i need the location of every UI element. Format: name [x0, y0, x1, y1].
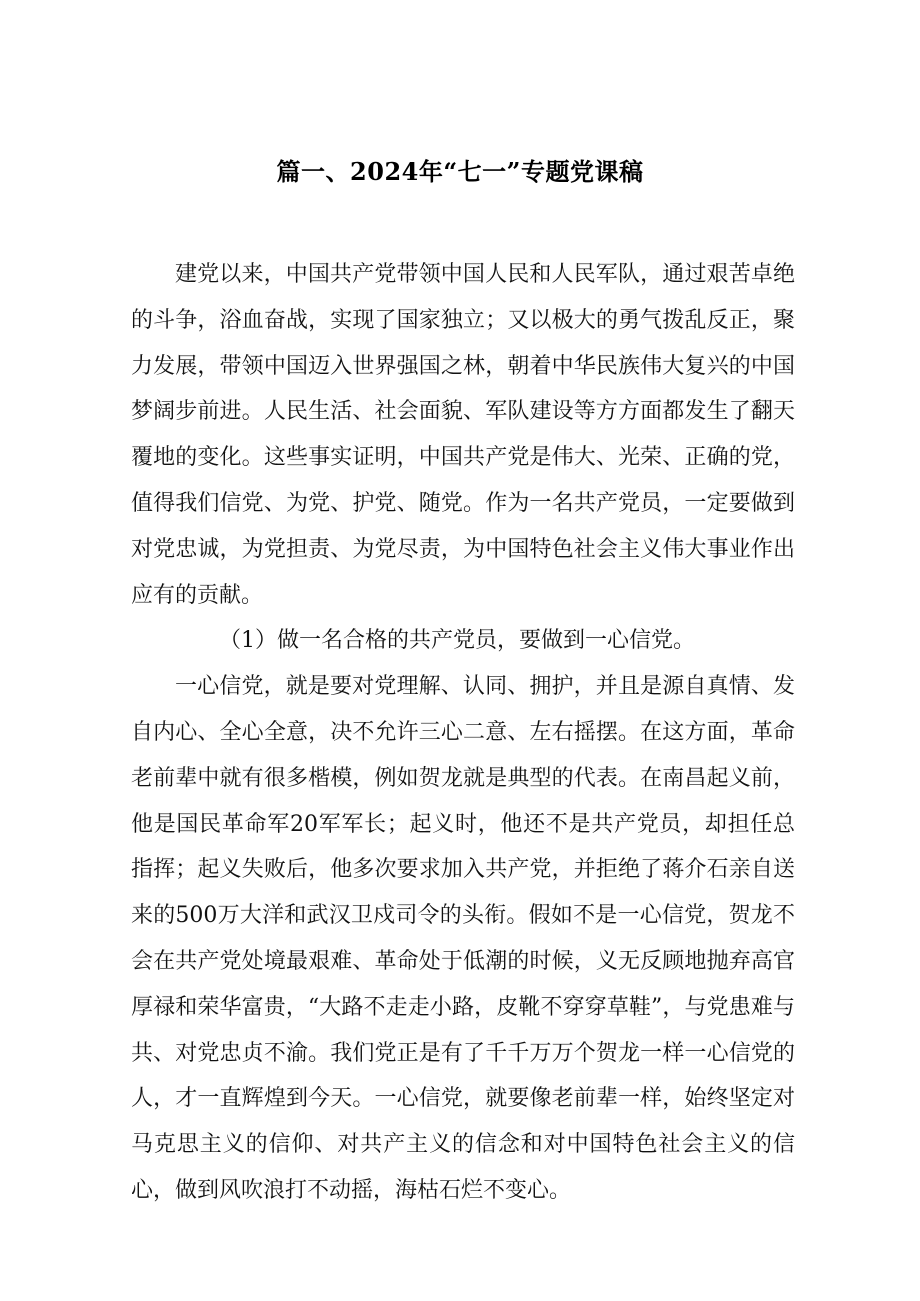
- paragraph-section-1: 一心信党，就是要对党理解、认同、拥护，并且是源自真情、发自内心、全心全意，决不允许三心二意、左右摇摆。在这方面，革命老前辈中就有很多楷模，例如贺龙就是典型的代表。在南昌起义前，他是国民革命军20军军长；起义时，他还不是共产党员，却担任总指挥；起义失败后，他多次要求加入共产党，并拒绝了蒋介石亲自送来的500万大洋和武汉卫戍司令的头衔。假如不是一心信党，贺龙不会在共产党处境最艰难、革命处于低潮的时候，义无反顾地抛弃高官厚禄和荣华富贵，“大路不走走小路，皮靴不穿穿草鞋”，与党患难与共、对党忠贞不渝。我们党正是有了千千万万个贺龙一样一心信党的人，才一直辉煌到今天。一心信党，就要像老前辈一样，始终坚定对马克思主义的信仰、对共产主义的信念和对中国特色社会主义的信心，做到风吹浪打不动摇，海枯石烂不变心。: [131, 674, 795, 1203]
- section-heading-1: （1）做一名合格的共产党员，要做到一心信党。: [219, 628, 695, 654]
- paragraph-intro: 建党以来，中国共产党带领中国人民和人民军队，通过艰苦卓绝的斗争，浴血奋战，实现了国家独立；又以极大的勇气拨乱反正，聚力发展，带领中国迈入世界强国之林，朝着中华民族伟大复兴的中国梦阔步前进。人民生活、社会面貌、军队建设等方方面都发生了翻天覆地的变化。这些事实证明，中国共产党是伟大、光荣、正确的党，值得我们信党、为党、护党、随党。作为一名共产党员，一定要做到对党忠诚，为党担责、为党尽责，为中国特色社会主义伟大事业作出应有的贡献。: [131, 262, 795, 608]
- document-title: 篇一、2024年“七一”专题党课稿: [276, 157, 644, 186]
- document-body: [131, 252, 795, 1214]
